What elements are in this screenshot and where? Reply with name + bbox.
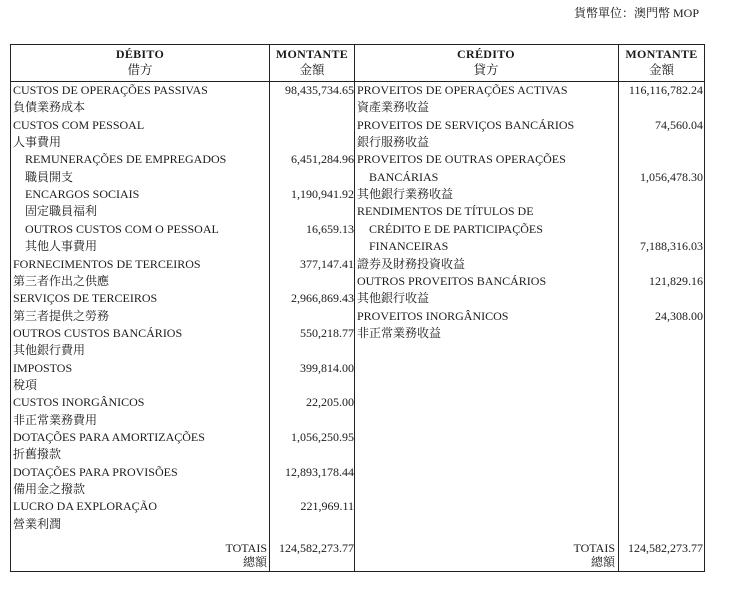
- debit-row-text: 固定職員福利: [25, 204, 98, 219]
- debit-totals-label: [161, 541, 267, 569]
- credit-row-text: PROVEITOS DE OUTRAS OPERAÇÕES: [357, 152, 566, 167]
- debit-header-zh: 借方: [127, 62, 153, 77]
- debit-row-amount: [270, 273, 354, 290]
- credit-totals-label: [501, 541, 615, 569]
- credit-row-text: PROVEITOS INORGÂNICOS: [357, 308, 509, 323]
- debit-row-amount: [270, 446, 354, 463]
- debit-row-amount: [270, 99, 354, 116]
- debit-row-text: DOTAÇÕES PARA PROVISÕES: [13, 464, 178, 479]
- debit-row-amount: 12,893,178.44: [285, 464, 354, 479]
- credit-row-text: BANCÁRIAS: [369, 169, 439, 184]
- debit-row-text: 負債業務成本: [13, 100, 86, 115]
- debit-row-text: 第三者提供之勞務: [13, 308, 110, 323]
- debit-row-text: 人事費用: [13, 135, 62, 150]
- debit-totals-value: 124,582,273.77: [279, 541, 354, 555]
- debit-row-amount: 2,966,869.43: [291, 291, 354, 306]
- debit-row-amount: [270, 117, 354, 134]
- credit-header-zh: 貸方: [473, 62, 499, 77]
- credit-amount-header-zh: 金額: [648, 62, 674, 77]
- debit-row-amount: [270, 412, 354, 429]
- credit-row-text: PROVEITOS DE OPERAÇÕES ACTIVAS: [357, 83, 568, 97]
- debit-row-amount: 377,147.41: [300, 256, 354, 271]
- debit-row-amount: 22,205.00: [306, 395, 354, 410]
- debit-row-text: 其他人事費用: [25, 239, 98, 254]
- profit-loss-table: [10, 44, 705, 572]
- debit-row-text: REMUNERAÇÕES DE EMPREGADOS: [25, 152, 227, 167]
- credit-row-amount: 1,056,478.30: [640, 169, 703, 184]
- credit-row-amount: [619, 151, 703, 168]
- debit-amount-header-pt: MONTANTE: [275, 47, 349, 61]
- credit-row-amount: [619, 99, 703, 116]
- debit-row-amount: 399,814.00: [300, 360, 354, 375]
- credit-header-pt: CRÉDITO: [457, 47, 515, 61]
- debit-row-text: FORNECIMENTOS DE TERCEIROS: [13, 256, 201, 271]
- debit-row-amount: 221,969.11: [300, 499, 354, 514]
- debit-row-amount: [270, 169, 354, 186]
- debit-row-text: SERVIÇOS DE TERCEIROS: [13, 291, 158, 306]
- credit-totals-pt: TOTAIS: [573, 541, 615, 555]
- credit-totals-zh: 總額: [590, 555, 615, 569]
- credit-row-amount: [619, 325, 703, 342]
- debit-row-text: CUSTOS COM PESSOAL: [13, 117, 145, 132]
- debit-header-pt: DÉBITO: [115, 47, 165, 61]
- debit-row-amount: 16,659.13: [306, 221, 354, 236]
- debit-row-amount: 98,435,734.65: [285, 83, 354, 97]
- debit-row-amount: [270, 238, 354, 255]
- credit-row-amount: [619, 290, 703, 307]
- credit-row-amount: 7,188,316.03: [640, 239, 703, 254]
- debit-row-text: OUTROS CUSTOS BANCÁRIOS: [13, 325, 183, 340]
- credit-row-text: 銀行服務收益: [357, 135, 430, 150]
- credit-row-amount: [619, 256, 703, 273]
- debit-row-text: IMPOSTOS: [13, 360, 73, 375]
- currency-unit-label: 貨幣單位：澳門幣 MOP: [573, 6, 699, 20]
- debit-row-text: DOTAÇÕES PARA AMORTIZAÇÕES: [13, 430, 205, 444]
- credit-amount-header: [619, 45, 704, 81]
- debit-row-amount: [270, 377, 354, 394]
- debit-amount-header-zh: 金額: [299, 62, 325, 77]
- debit-row-amount: [270, 203, 354, 220]
- credit-row-amount: 121,829.16: [649, 273, 703, 288]
- debit-totals-pt: TOTAIS: [225, 541, 267, 555]
- debit-row-text: LUCRO DA EXPLORAÇÃO: [13, 499, 158, 514]
- credit-row-amount: 116,116,782.24: [628, 83, 703, 97]
- debit-row-text: 折舊撥款: [13, 447, 62, 462]
- debit-row-amount: 550,218.77: [300, 325, 354, 340]
- credit-row-text: CRÉDITO E DE PARTICIPAÇÕES: [369, 221, 543, 236]
- debit-row-amount: [270, 308, 354, 325]
- debit-row-amount: 1,190,941.92: [291, 187, 354, 202]
- debit-row-text: 其他銀行費用: [13, 343, 86, 358]
- credit-header: [355, 45, 617, 81]
- credit-row-text: 其他銀行業務收益: [357, 187, 454, 202]
- credit-row-amount: [619, 203, 703, 220]
- credit-row-text: 非正常業務收益: [357, 325, 442, 340]
- credit-row-amount: [619, 221, 703, 238]
- debit-amount-header: [270, 45, 354, 81]
- debit-row-text: CUSTOS INORGÂNICOS: [13, 395, 145, 410]
- credit-row-text: OUTROS PROVEITOS BANCÁRIOS: [357, 273, 547, 288]
- credit-amount-header-pt: MONTANTE: [625, 47, 698, 61]
- debit-row-amount: [270, 134, 354, 151]
- table-header: [11, 45, 704, 82]
- credit-row-amount: [619, 134, 703, 151]
- debit-row-text: 稅項: [13, 377, 38, 392]
- debit-row-text: ENCARGOS SOCIAIS: [25, 187, 140, 202]
- debit-row-amount: 1,056,250.95: [291, 430, 354, 444]
- debit-totals-zh: 總額: [242, 555, 267, 569]
- credit-row-text: 證券及財務投資收益: [357, 256, 466, 271]
- debit-row-amount: 6,451,284.96: [291, 152, 354, 167]
- debit-row-amount: [270, 481, 354, 498]
- divider-middle: [354, 45, 355, 571]
- credit-totals-value: 124,582,273.77: [628, 541, 703, 555]
- debit-row-text: 備用金之撥款: [13, 482, 86, 497]
- credit-row-text: PROVEITOS DE SERVIÇOS BANCÁRIOS: [357, 117, 575, 132]
- credit-row-amount: 24,308.00: [655, 308, 703, 323]
- debit-row-text: CUSTOS DE OPERAÇÕES PASSIVAS: [13, 83, 208, 97]
- credit-row-amount: 74,560.04: [655, 117, 703, 132]
- debit-row-amount: [270, 342, 354, 359]
- credit-row-text: 資產業務收益: [357, 100, 430, 115]
- debit-row-text: 職員開支: [25, 169, 74, 184]
- debit-header: [11, 45, 269, 81]
- credit-row-amount: [619, 186, 703, 203]
- debit-row-amount: [270, 516, 354, 533]
- debit-row-text: 第三者作出之供應: [13, 273, 110, 288]
- credit-row-text: FINANCEIRAS: [369, 239, 449, 254]
- credit-row-text: RENDIMENTOS DE TÍTULOS DE: [357, 204, 534, 219]
- debit-row-text: 營業利潤: [13, 516, 62, 531]
- debit-row-text: 非正常業務費用: [13, 412, 98, 427]
- credit-row-text: 其他銀行收益: [357, 291, 430, 306]
- debit-row-text: OUTROS CUSTOS COM O PESSOAL: [25, 221, 219, 236]
